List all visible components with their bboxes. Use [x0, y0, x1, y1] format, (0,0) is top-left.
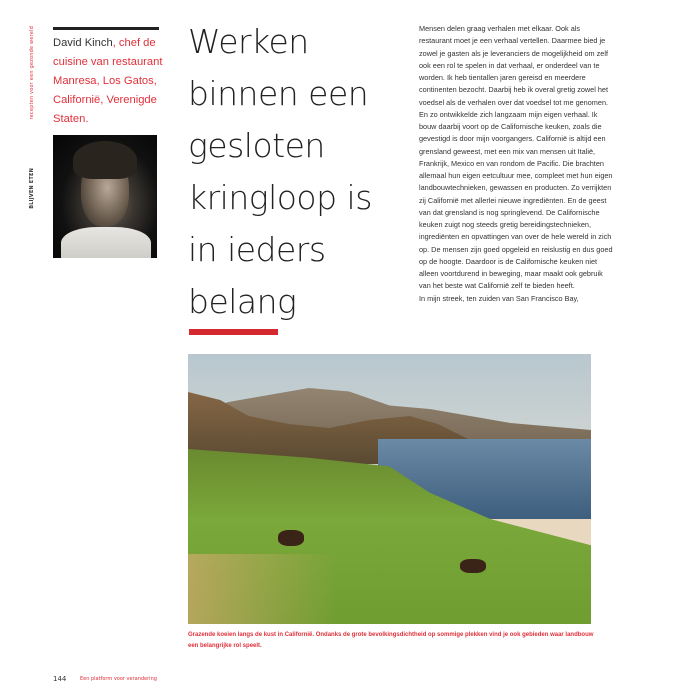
page-number: 144: [53, 675, 67, 683]
vertical-section-label: BLIJVEN ETEN: [29, 168, 35, 209]
footer-title: Een platform voor verandering: [80, 676, 157, 682]
headline: Werken binnen een gesloten kringloop is in ieders belang: [188, 22, 372, 321]
headline-accent-bar: [189, 329, 278, 335]
photo-caption: Grazende koeien langs de kust in Californië. Ondanks de grote bevolkingsdichtheid op sommige plekken vind je ook gebieden waar landbouw een belangrijke rol speelt.: [188, 632, 594, 649]
author-role: , chef de cuisine van restaurant Manresa, Los Gatos, Californië, Verenigde Staten.: [53, 37, 163, 125]
author-intro: [53, 34, 163, 129]
author-portrait: [53, 135, 157, 258]
body-paragraph-continued: In mijn streek, ten zuiden van San Francisco Bay,: [419, 293, 579, 303]
author-name: David Kinch: [53, 37, 113, 49]
body-paragraph: Mensen delen graag verhalen met elkaar. Ook als restaurant moet je een verhaal vertellen. Daarmee bied je zowel je gasten als je leveranciers de mogelijkheid om zelf ook een rol te spelen in dat verhaal, er onderdeel van te worden. Ik heb tientallen jaren gereisd en meerdere continenten bezocht. Daarbij heb ik overal gretig zowel het voedsel als de verhalen over dat voedsel tot me genomen. En zo ontwikkelde zich langzaam mijn eigen verhaal. Ik bouw daarbij voort op de Californische keuken, zoals die gevestigd is door mijn voorgangers. Californië is altijd een grensland geweest, met een mix van mensen uit Italië, Frankrijk, Mexico en van rondom de Pacific. Die brachten allemaal hun eigen eetcultuur mee, compleet met hun eigen landbouwtechnieken, gewassen en producten. Zo verrijkten zij Californië met allerlei nieuwe ingrediënten. En de geest van dat grensland is nog springlevend. De Californische keuken zuigt nog steeds gretig bereidingstechnieken, ingrediënten en opvattingen van over de hele wereld in zich op. De mensen zijn goed opgeleid en reislustig en dus goed op de hoogte. Daardoor is de Californische keuken niet alleen voortdurend in beweging, maar maakt ook gebruik van het beste wat Californië zelf te bieden heeft.: [419, 24, 613, 291]
top-rule: [53, 27, 159, 30]
coast-photo: [188, 354, 591, 624]
body-text: [419, 23, 613, 305]
vertical-book-title: recepten voor een gezonde wereld: [29, 26, 35, 120]
